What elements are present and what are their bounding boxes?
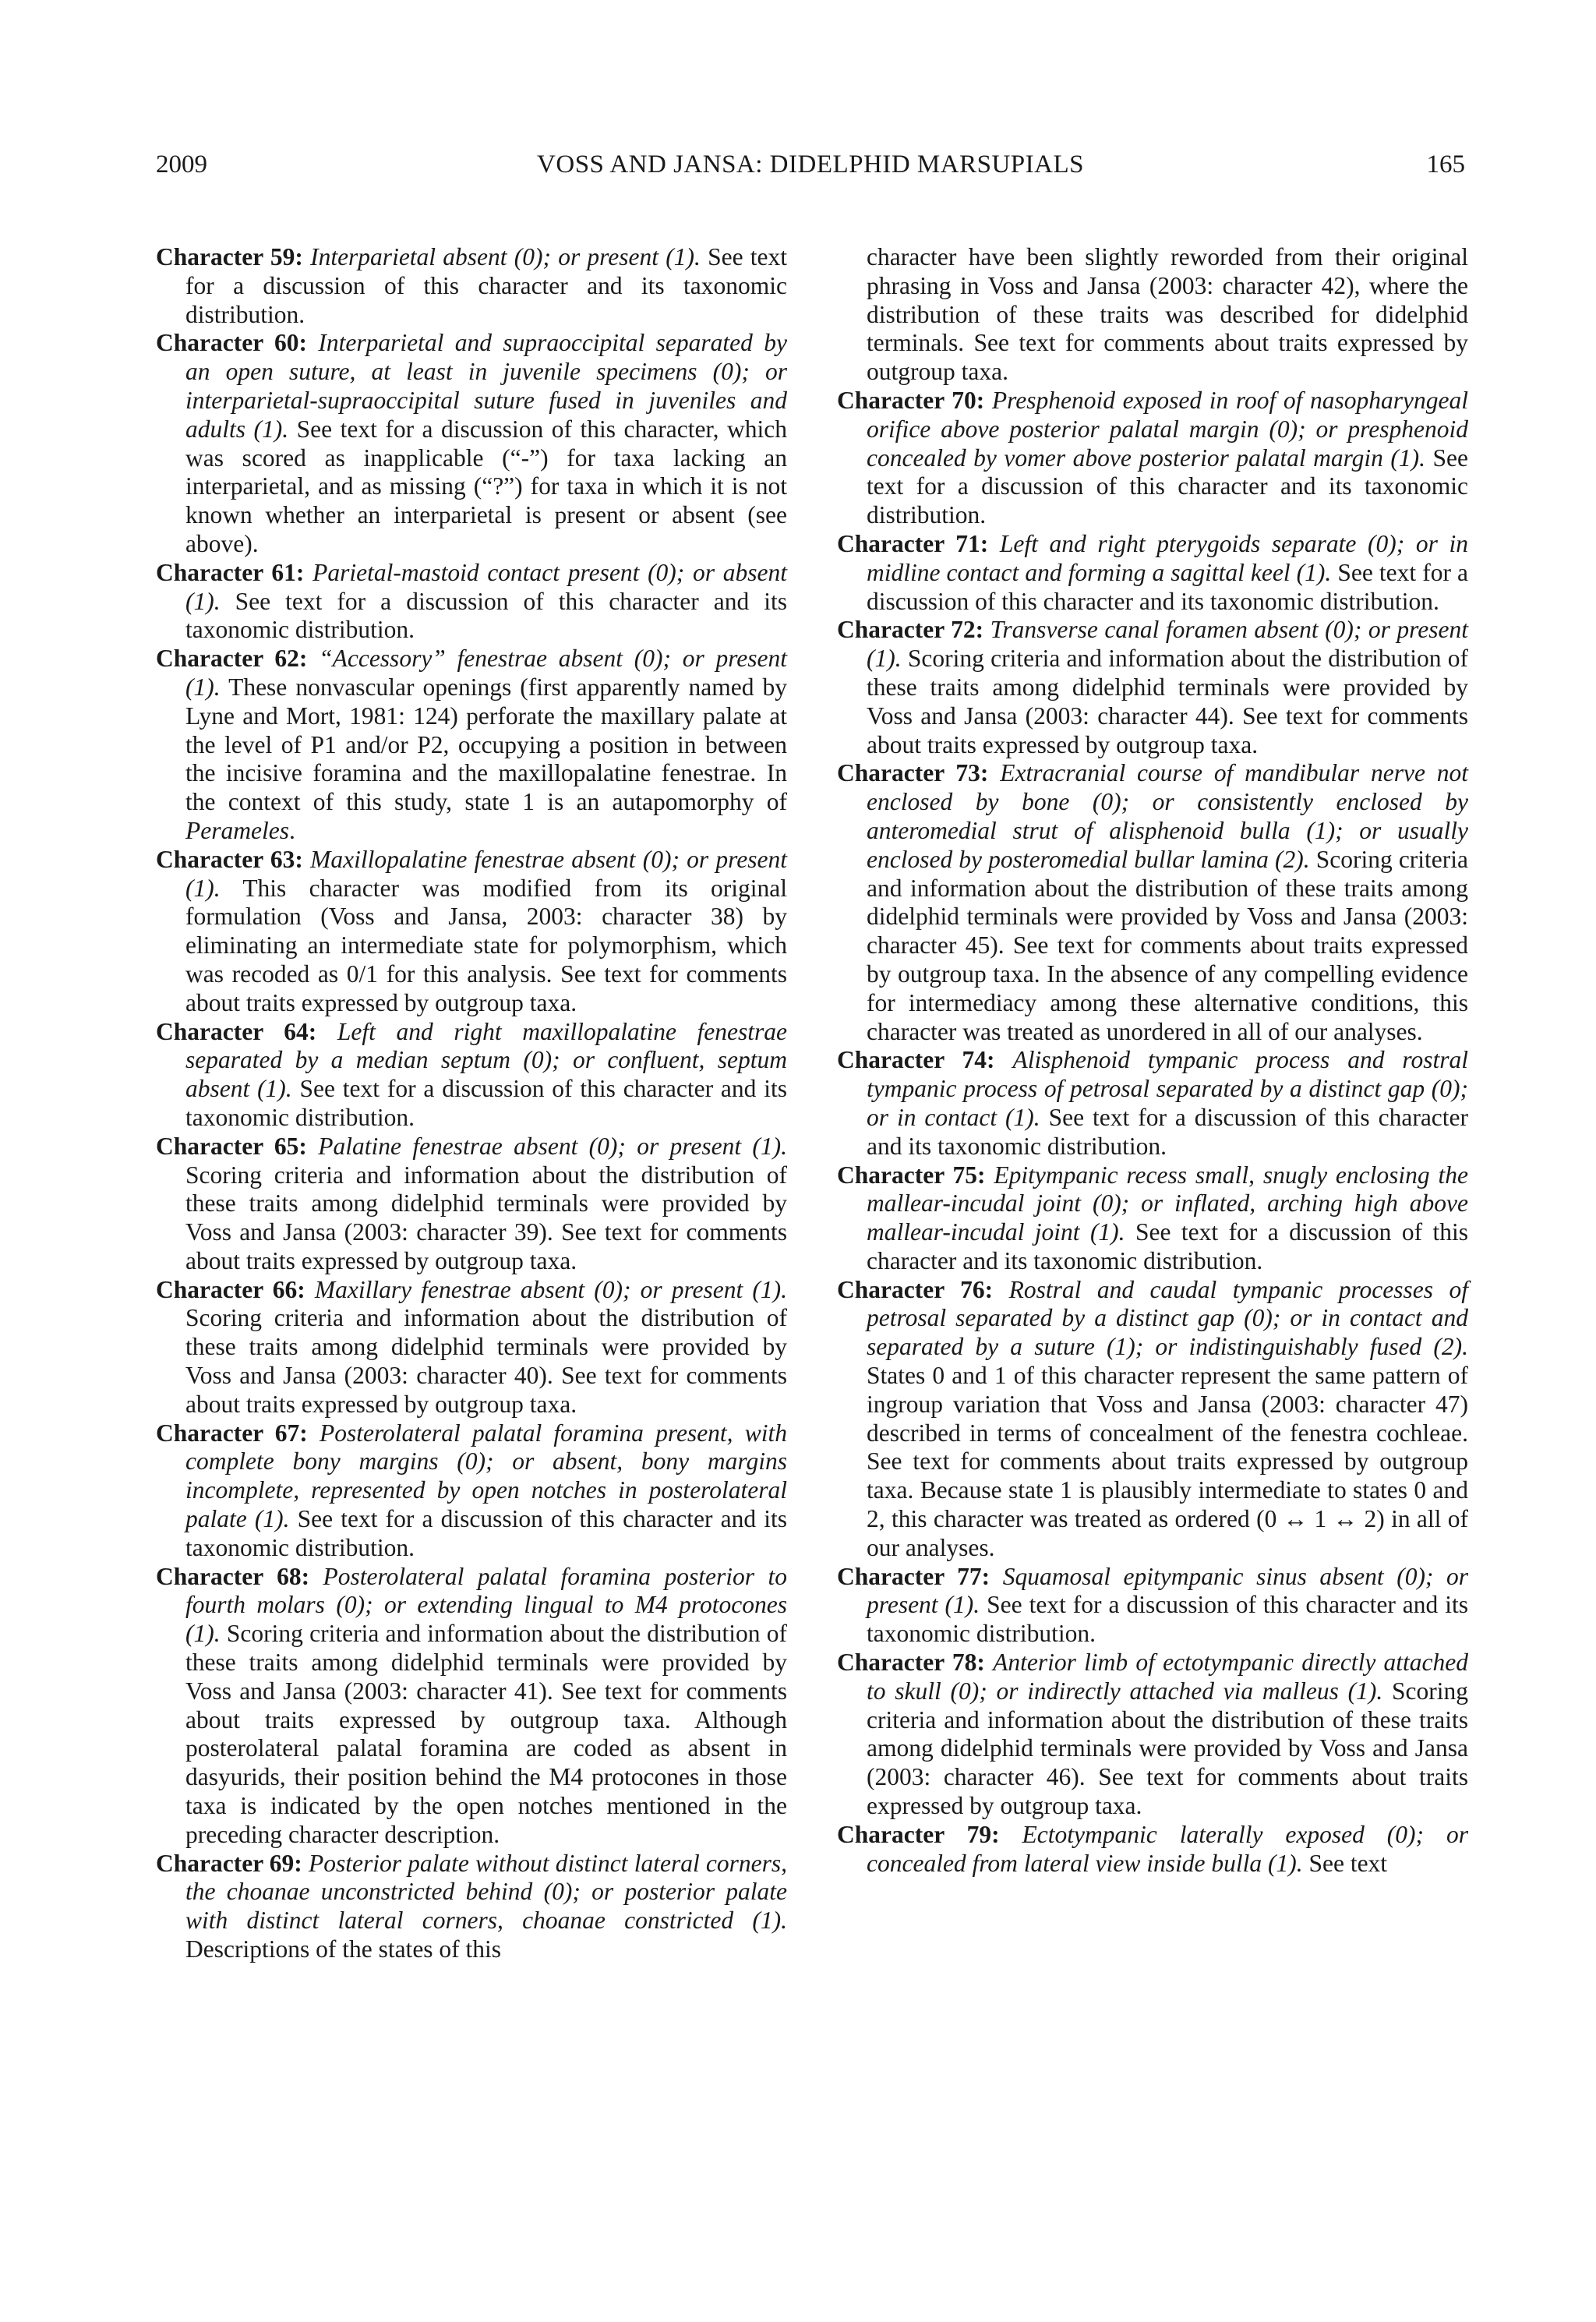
character-description: These nonvascular openings (first apparently named by Lyne and Mort, 1981: 124) perforate the maxillary palate at the level of P1 and/or P2, occupying a position in between the incisive foramina and the maxillopalatine fenestrae. In the context of this study, state 1 is an autapomorphy of: [185, 673, 788, 816]
character-entry-68: [156, 1563, 787, 1850]
left-column: [156, 243, 787, 1964]
character-label: Character 74:: [837, 1046, 995, 1074]
character-entry-69: [156, 1850, 787, 1964]
character-states: Ectotympanic laterally exposed (0); or concealed from lateral view inside bulla (1).: [867, 1820, 1468, 1877]
character-description: Scoring criteria and information about the distribution of these traits among didelphid terminals were provided by Voss and Jansa (2003: character 46). See text for comments about traits expressed by outgroup taxa.: [867, 1677, 1469, 1820]
character-description: See text for a discussion of this character and its taxonomic distribution.: [185, 243, 788, 328]
character-states: Interparietal and supraoccipital separated by an open suture, at least in juvenile specimens (0); or interparietal-supraoccipital suture fused in juveniles and adults (1).: [185, 329, 788, 443]
character-states: Presphenoid exposed in roof of nasopharyngeal orifice above posterior palatal margin (0); or presphenoid concealed by vomer above posterior palatal margin (1).: [867, 386, 1469, 472]
character-label: Character 68:: [156, 1562, 310, 1590]
character-entry-61: [156, 559, 787, 645]
character-label: Character 69:: [156, 1849, 302, 1877]
character-entry-60: [156, 329, 787, 558]
character-label: Character 78:: [837, 1649, 985, 1677]
character-entry-77: [837, 1563, 1468, 1649]
character-states: “Accessory” fenestrae absent (0); or present (1).: [185, 645, 788, 701]
character-entry-66: [156, 1276, 787, 1419]
character-label: Character 77:: [837, 1562, 990, 1590]
character-entry-59: [156, 243, 787, 329]
header-year: 2009: [156, 150, 207, 178]
character-entry-72: [837, 616, 1468, 759]
character-states: Palatine fenestrae absent (0); or present (1).: [318, 1132, 788, 1160]
character-description: This character was modified from its original formulation (Voss and Jansa, 2003: character 38) by eliminating an intermediate state for polymorphism, which was recoded as 0/1 for this analysis. See text for comments about traits expressed by outgroup taxa.: [185, 874, 787, 1016]
character-description: Scoring criteria and information about the distribution of these traits among didelphid terminals were provided by Voss and Jansa (2003: character 41). See text for comments about traits expressed by outgroup taxa. Although posterolateral palatal foramina are coded as absent in dasyurids, their position behind the M4 protocones in those taxa is indicated by the open notches mentioned in the preceding character description.: [185, 1620, 787, 1848]
character-states: Maxillary fenestrae absent (0); or present (1).: [314, 1275, 788, 1303]
character-label: Character 62:: [156, 645, 308, 673]
character-description: See text: [1308, 1849, 1388, 1877]
character-label: Character 72:: [837, 616, 984, 644]
character-description: Descriptions of the states of this: [185, 1935, 502, 1963]
character-entry-75: [837, 1161, 1468, 1276]
character-states: Left and right maxillopalatine fenestrae separated by a median septum (0); or confluent, septum absent (1).: [185, 1017, 788, 1103]
character-description: Scoring criteria and information about the distribution of these traits among didelphid terminals were provided by Voss and Jansa (2003: character 44). See text for comments about traits expressed by outgroup taxa.: [867, 645, 1468, 758]
character-description: See text for a discussion of this character and its taxonomic distribution.: [867, 1591, 1469, 1648]
page-number: 165: [1426, 150, 1465, 178]
character-description: See text for a discussion of this character and its taxonomic distribution.: [867, 444, 1468, 529]
character-label: Character 63:: [156, 845, 303, 873]
character-entry-79: [837, 1821, 1468, 1878]
character-entry-62: [156, 645, 787, 846]
character-entry-74: [837, 1046, 1468, 1161]
character-description: States 0 and 1 of this character represent the same pattern of ingroup variation that Voss and Jansa (2003: character 47) described in terms of concealment of the fenestra cochleae. See text for comments about traits expressed by outgroup taxa. Because state 1 is plausibly intermediate to states 0 and 2, this character was treated as ordered (0 ↔ 1 ↔ 2) in all of our analyses.: [867, 1362, 1468, 1561]
character-entry-67: [156, 1419, 787, 1563]
character-label: Character 64:: [156, 1017, 317, 1045]
running-header: [156, 145, 1465, 184]
character-states: Epitympanic recess small, snugly enclosing the mallear-incudal joint (0); or inflated, arching high above mallear-incudal joint (1).: [867, 1161, 1469, 1246]
character-entry-71: [837, 530, 1468, 616]
character-label: Character 71:: [837, 529, 989, 557]
character-description: See text for a discussion of this character and its taxonomic distribution.: [185, 587, 787, 644]
character-description: See text for a discussion of this character and its taxonomic distribution.: [185, 1505, 788, 1561]
character-states: Squamosal epitympanic sinus absent (0); or present (1).: [867, 1562, 1468, 1619]
character-description: Scoring criteria and information about the distribution of these traits among didelphid terminals were provided by Voss and Jansa (2003: character 45). See text for comments about traits expressed by outgroup taxa. In the absence of any compelling evidence for intermediacy among these alternative conditions, this character was treated as unordered in all of our analyses.: [867, 845, 1469, 1045]
character-states: Anterior limb of ectotympanic directly attached to skull (0); or indirectly attached via malleus (1).: [867, 1649, 1469, 1705]
character-entry-73: [837, 759, 1468, 1046]
right-column: [837, 243, 1468, 1878]
character-entry-65: [156, 1133, 787, 1276]
character-states: Left and right pterygoids separate (0); or in midline contact and forming a sagittal keel (1).: [867, 529, 1468, 586]
character-label: Character 61:: [156, 558, 305, 586]
character-label: Character 59:: [156, 243, 303, 270]
character-states: Parietal-mastoid contact present (0); or absent (1).: [185, 558, 788, 615]
sentence-end: .: [288, 816, 295, 844]
character-entry-78: [837, 1649, 1468, 1821]
continued-description: character have been slightly reworded from their original phrasing in Voss and Jansa (2003: character 42), where the distribution of these traits was described for didelphid terminals. See text for comments about traits expressed by outgroup taxa.: [867, 243, 1468, 386]
character-label: Character 75:: [837, 1161, 986, 1189]
character-label: Character 73:: [837, 759, 989, 787]
character-description: Scoring criteria and information about the distribution of these traits among didelphid terminals were provided by Voss and Jansa (2003: character 39). See text for comments about traits expressed by outgroup taxa.: [185, 1161, 787, 1274]
character-entry-76: [837, 1276, 1468, 1563]
character-label: Character 70:: [837, 386, 985, 414]
character-states: Transverse canal foramen absent (0); or present (1).: [867, 616, 1468, 673]
character-states: Posterolateral palatal foramina present, with complete bony margins (0); or absent, bony margins incomplete, represented by open notches in posterolateral palate (1).: [185, 1419, 787, 1533]
character-states: Rostral and caudal tympanic processes of petrosal separated by a distinct gap (0); or in contact and separated by a suture (1); or indistinguishably fused (2).: [867, 1275, 1468, 1361]
character-description: See text for a discussion of this character and its taxonomic distribution.: [867, 558, 1468, 615]
character-label: Character 60:: [156, 329, 307, 357]
character-description: See text for a discussion of this character and its taxonomic distribution.: [867, 1103, 1469, 1160]
taxon-name: Perameles: [185, 816, 289, 844]
character-description: See text for a discussion of this character, which was scored as inapplicable (“-”) for taxa lacking an interparietal, and as missing (“?”) for taxa in which it is not known whether an interparietal is present or absent (see above).: [185, 415, 788, 557]
character-states: Maxillopalatine fenestrae absent (0); or present (1).: [185, 845, 787, 902]
character-description: See text for a discussion of this character and its taxonomic distribution.: [867, 1218, 1469, 1274]
character-description: See text for a discussion of this character and its taxonomic distribution.: [185, 1075, 787, 1131]
character-label: Character 76:: [837, 1275, 994, 1303]
character-label: Character 66:: [156, 1275, 305, 1303]
character-label: Character 65:: [156, 1132, 307, 1160]
character-label: Character 79:: [837, 1820, 1000, 1848]
character-entry-64: [156, 1018, 787, 1133]
character-entry-63: [156, 846, 787, 1018]
character-states: Alisphenoid tympanic process and rostral tympanic process of petrosal separated by a distinct gap (0); or in contact (1).: [867, 1046, 1468, 1131]
running-title: VOSS AND JANSA: DIDELPHID MARSUPIALS: [537, 150, 1084, 178]
character-entry-70: [837, 387, 1468, 530]
character-states: Interparietal absent (0); or present (1).: [310, 243, 701, 270]
character-states: Extracranial course of mandibular nerve not enclosed by bone (0); or consistently enclosed by anteromedial strut of alisphenoid bulla (1); or usually enclosed by posteromedial bullar lamina (2).: [867, 759, 1469, 873]
character-description: Scoring criteria and information about the distribution of these traits among didelphid terminals were provided by Voss and Jansa (2003: character 40). See text for comments about traits expressed by outgroup taxa.: [185, 1304, 787, 1418]
character-states: Posterolateral palatal foramina posterior to fourth molars (0); or extending lingual to M4 protocones (1).: [185, 1562, 787, 1648]
character-states: Posterior palate without distinct lateral corners, the choanae unconstricted behind (0); or posterior palate with distinct lateral corners, choanae constricted (1).: [185, 1849, 788, 1935]
character-label: Character 67:: [156, 1419, 308, 1447]
